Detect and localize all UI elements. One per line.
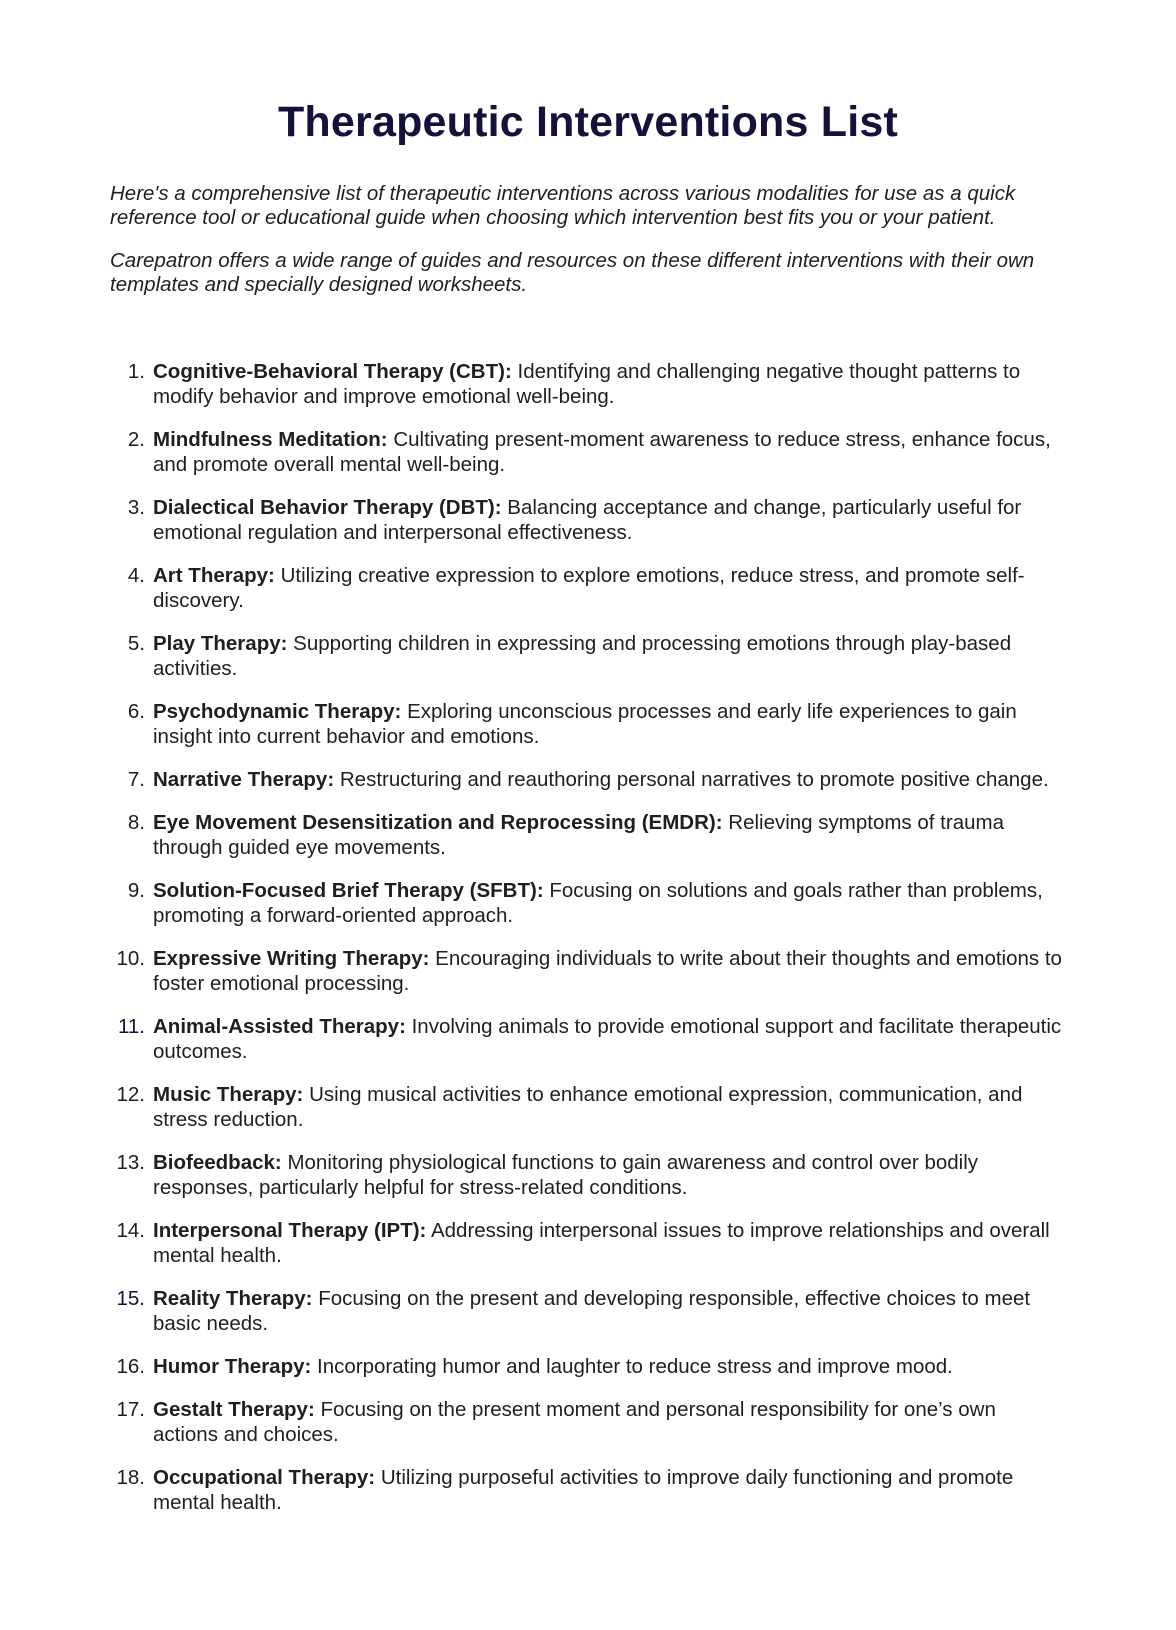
list-item-number: 15. bbox=[116, 1287, 145, 1310]
list-item-text bbox=[153, 767, 1066, 792]
list-item-number: 17. bbox=[116, 1398, 145, 1421]
intervention-description: Supporting children in expressing and processing emotions through play-based activities. bbox=[153, 632, 1012, 680]
list-item-text bbox=[153, 631, 1066, 681]
intervention-description: Using musical activities to enhance emotional expression, communication, and stress reduction. bbox=[153, 1083, 1023, 1131]
list-item-number: 18. bbox=[116, 1466, 145, 1489]
list-item-number: 13. bbox=[116, 1151, 145, 1174]
intervention-description: Involving animals to provide emotional support and facilitate therapeutic outcomes. bbox=[153, 1015, 1062, 1063]
list-item bbox=[110, 427, 1066, 477]
intervention-description: Addressing interpersonal issues to improve relationships and overall mental health. bbox=[153, 1219, 1050, 1267]
list-item bbox=[110, 563, 1066, 613]
intro-paragraph: Here's a comprehensive list of therapeutic interventions across various modalities for use as a quick reference tool or educational guide when choosing which intervention best fits you or your patient. bbox=[110, 182, 1016, 229]
list-item bbox=[110, 1286, 1066, 1336]
list-item-number: 12. bbox=[116, 1083, 145, 1106]
list-item-gap bbox=[145, 1082, 153, 1132]
list-item-text bbox=[153, 1354, 1066, 1379]
intervention-name: Narrative Therapy: bbox=[153, 768, 335, 791]
list-item-text bbox=[153, 1465, 1066, 1515]
list-item-text bbox=[153, 1218, 1066, 1268]
list-item-number: 14. bbox=[116, 1219, 145, 1242]
intervention-name: Solution-Focused Brief Therapy (SFBT): bbox=[153, 879, 544, 902]
intervention-name: Dialectical Behavior Therapy (DBT): bbox=[153, 496, 502, 519]
list-item bbox=[110, 1150, 1066, 1200]
list-item-text bbox=[153, 1150, 1066, 1200]
list-item-text bbox=[153, 1014, 1066, 1064]
list-item-text bbox=[153, 810, 1066, 860]
intervention-name: Art Therapy: bbox=[153, 564, 275, 587]
list-item-text bbox=[153, 946, 1066, 996]
intervention-description: Encouraging individuals to write about their thoughts and emotions to foster emotional processing. bbox=[153, 947, 1062, 995]
list-item-number: 11. bbox=[118, 1015, 145, 1038]
list-item-gap bbox=[145, 810, 153, 860]
list-item-text bbox=[153, 1082, 1066, 1132]
intervention-name: Gestalt Therapy: bbox=[153, 1398, 315, 1421]
list-item-gap bbox=[145, 1218, 153, 1268]
list-item-gap bbox=[145, 1354, 153, 1379]
intervention-name: Interpersonal Therapy (IPT): bbox=[153, 1219, 427, 1242]
list-item-text bbox=[153, 1286, 1066, 1336]
list-item-text bbox=[153, 427, 1066, 477]
list-item bbox=[110, 359, 1066, 409]
list-item-gap bbox=[145, 767, 153, 792]
intervention-description: Exploring unconscious processes and early life experiences to gain insight into current behavior and emotions. bbox=[153, 700, 1017, 748]
list-item-gap bbox=[145, 359, 153, 409]
list-item-number: 2. bbox=[127, 428, 145, 451]
list-item-gap bbox=[145, 699, 153, 749]
list-item-number: 4. bbox=[127, 564, 145, 587]
intervention-name: Expressive Writing Therapy: bbox=[153, 947, 430, 970]
list-item-number: 7. bbox=[127, 768, 145, 791]
intervention-description: Utilizing creative expression to explore emotions, reduce stress, and promote self-discovery. bbox=[153, 564, 1025, 612]
list-item bbox=[110, 1082, 1066, 1132]
list-item bbox=[110, 495, 1066, 545]
list-item-gap bbox=[145, 878, 153, 928]
list-item-gap bbox=[145, 427, 153, 477]
intervention-description: Identifying and challenging negative thought patterns to modify behavior and improve emotional well-being. bbox=[153, 360, 1021, 408]
list-item-number: 16. bbox=[116, 1355, 145, 1378]
list-item-gap bbox=[145, 946, 153, 996]
list-item-text bbox=[153, 699, 1066, 749]
list-item-text bbox=[153, 359, 1066, 409]
list-item-text bbox=[153, 878, 1066, 928]
list-item bbox=[110, 767, 1066, 792]
intervention-name: Eye Movement Desensitization and Reprocessing (EMDR): bbox=[153, 811, 723, 834]
intervention-description: Cultivating present-moment awareness to reduce stress, enhance focus, and promote overall mental well-being. bbox=[153, 428, 1051, 476]
list-item-number: 3. bbox=[127, 496, 145, 519]
intervention-name: Music Therapy: bbox=[153, 1083, 304, 1106]
intervention-name: Reality Therapy: bbox=[153, 1287, 313, 1310]
intervention-description: Relieving symptoms of trauma through guided eye movements. bbox=[153, 811, 1004, 859]
list-item-gap bbox=[145, 563, 153, 613]
list-item bbox=[110, 1354, 1066, 1379]
intervention-name: Cognitive-Behavioral Therapy (CBT): bbox=[153, 360, 512, 383]
list-item-gap bbox=[145, 1465, 153, 1515]
list-item-text bbox=[153, 1397, 1066, 1447]
intervention-description: Incorporating humor and laughter to reduce stress and improve mood. bbox=[317, 1355, 953, 1378]
intervention-name: Play Therapy: bbox=[153, 632, 288, 655]
intro-section bbox=[110, 182, 1066, 297]
list-item-text bbox=[153, 495, 1066, 545]
intervention-description: Focusing on the present and developing responsible, effective choices to meet basic needs. bbox=[153, 1287, 1031, 1335]
intervention-name: Humor Therapy: bbox=[153, 1355, 312, 1378]
list-item-gap bbox=[145, 1014, 153, 1064]
intervention-description: Focusing on the present moment and personal responsibility for one’s own actions and choices. bbox=[153, 1398, 996, 1446]
list-item-number: 9. bbox=[127, 879, 145, 902]
intervention-name: Psychodynamic Therapy: bbox=[153, 700, 402, 723]
intervention-name: Biofeedback: bbox=[153, 1151, 282, 1174]
list-item-gap bbox=[145, 1397, 153, 1447]
list-item bbox=[110, 1014, 1066, 1064]
list-item bbox=[110, 1465, 1066, 1515]
page-title: Therapeutic Interventions List bbox=[277, 98, 899, 146]
intervention-description: Focusing on solutions and goals rather than problems, promoting a forward-oriented approach. bbox=[153, 879, 1043, 927]
list-item-number: 8. bbox=[127, 811, 145, 834]
intervention-description: Utilizing purposeful activities to improve daily functioning and promote mental health. bbox=[153, 1466, 1014, 1514]
list-item-text bbox=[153, 563, 1066, 613]
intervention-description: Monitoring physiological functions to gain awareness and control over bodily responses, particularly helpful for stress-related conditions. bbox=[153, 1151, 979, 1199]
list-item-number: 6. bbox=[127, 700, 145, 723]
interventions-list bbox=[110, 359, 1066, 1515]
list-item-number: 1. bbox=[127, 360, 145, 383]
list-item bbox=[110, 631, 1066, 681]
intro-paragraph: Carepatron offers a wide range of guides and resources on these different interventions with their own templates and specially designed worksheets. bbox=[110, 249, 1035, 296]
list-item-gap bbox=[145, 495, 153, 545]
list-item-gap bbox=[145, 1286, 153, 1336]
list-item-gap bbox=[145, 631, 153, 681]
list-item bbox=[110, 699, 1066, 749]
intervention-name: Mindfulness Meditation: bbox=[153, 428, 388, 451]
list-item bbox=[110, 1218, 1066, 1268]
intervention-description: Restructuring and reauthoring personal narratives to promote positive change. bbox=[339, 768, 1049, 791]
intervention-name: Occupational Therapy: bbox=[153, 1466, 376, 1489]
list-item bbox=[110, 946, 1066, 996]
list-item-number: 5. bbox=[127, 632, 145, 655]
list-item bbox=[110, 1397, 1066, 1447]
list-item bbox=[110, 810, 1066, 860]
intervention-description: Balancing acceptance and change, particularly useful for emotional regulation and interpersonal effectiveness. bbox=[153, 496, 1022, 544]
list-item-number: 10. bbox=[116, 947, 145, 970]
list-item-gap bbox=[145, 1150, 153, 1200]
list-item bbox=[110, 878, 1066, 928]
intervention-name: Animal-Assisted Therapy: bbox=[153, 1015, 406, 1038]
